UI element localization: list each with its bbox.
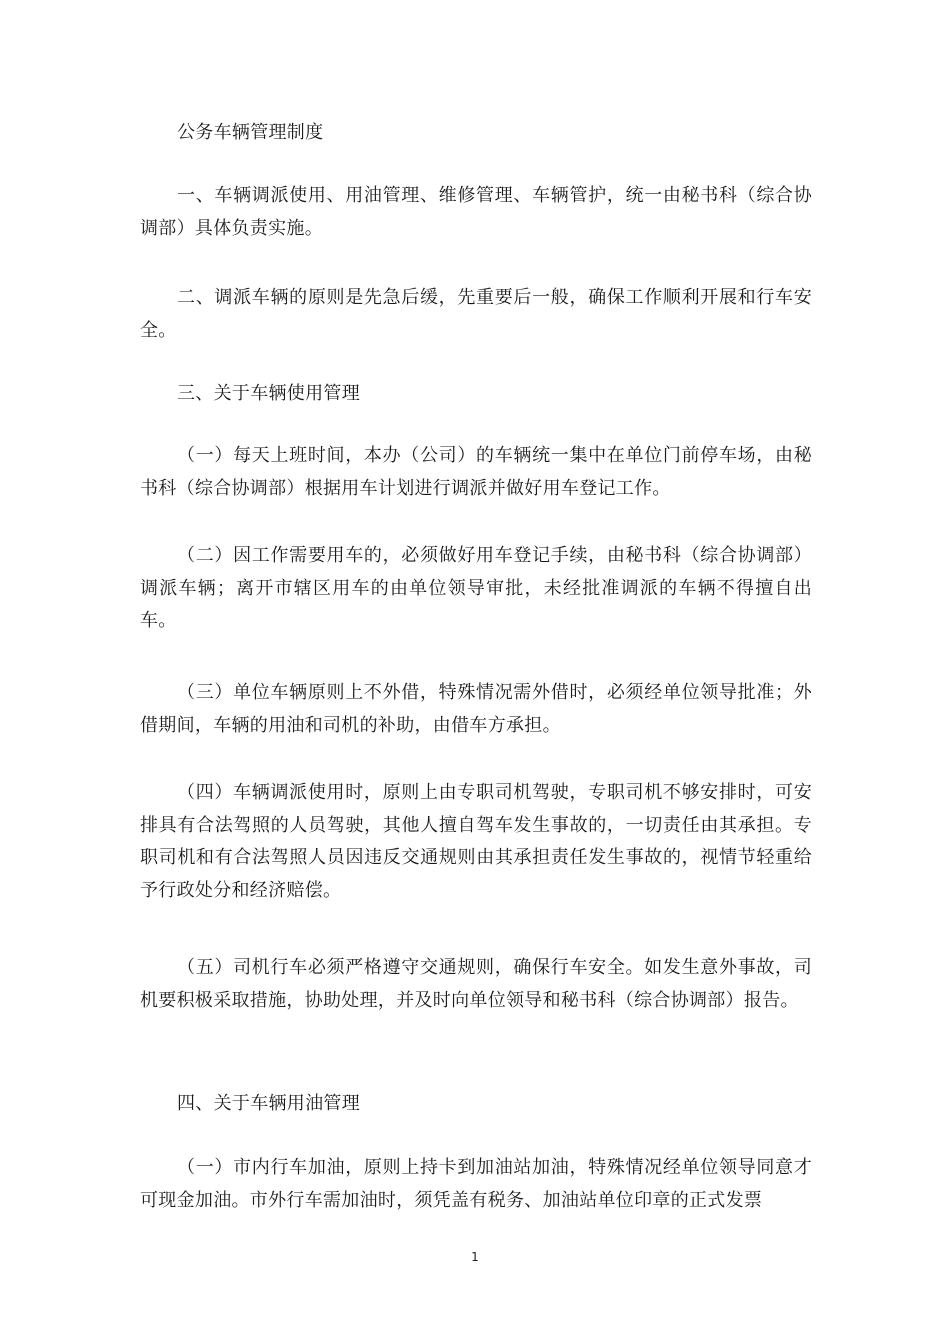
paragraph-3-2: （二）因工作需要用车的，必须做好用车登记手续，由秘书科（综合协调部）调派车辆；离开市辖区用车的由单位领导审批，未经批准调派的车辆不得擅自出车。 <box>140 545 812 631</box>
paragraph-3-3: （三）单位车辆原则上不外借，特殊情况需外借时，必须经单位领导批准；外借期间，车辆的用油和司机的补助，由借车方承担。 <box>140 682 812 736</box>
paragraph-2: 二、调派车辆的原则是先急后缓，先重要后一般，确保工作顺利开展和行车安全。 <box>140 287 812 341</box>
section-heading-4: 四、关于车辆用油管理 <box>177 1093 360 1114</box>
page-number: 1 <box>471 1250 479 1264</box>
paragraph-1: 一、车辆调派使用、用油管理、维修管理、车辆管护，统一由秘书科（综合协调部）具体负责实施。 <box>140 185 812 239</box>
section-heading-3: 三、关于车辆使用管理 <box>177 383 360 404</box>
paragraph-4-1: （一）市内行车加油，原则上持卡到加油站加油，特殊情况经单位领导同意才可现金加油。市外行车需加油时，须凭盖有税务、加油站单位印章的正式发票 <box>140 1157 812 1211</box>
paragraph-3-1: （一）每天上班时间，本办（公司）的车辆统一集中在单位门前停车场，由秘书科（综合协调部）根据用车计划进行调派并做好用车登记工作。 <box>140 445 812 499</box>
document-title: 公务车辆管理制度 <box>177 122 324 143</box>
paragraph-3-5: （五）司机行车必须严格遵守交通规则，确保行车安全。如发生意外事故，司机要积极采取措施，协助处理，并及时向单位领导和秘书科（综合协调部）报告。 <box>140 957 812 1011</box>
paragraph-3-4: （四）车辆调派使用时，原则上由专职司机驾驶，专职司机不够安排时，可安排具有合法驾照的人员驾驶，其他人擅自驾车发生事故的，一切责任由其承担。专职司机和有合法驾照人员因违反交通规则由其承担责任发生事故的，视情节轻重给予行政处分和经济赔偿。 <box>140 782 812 901</box>
